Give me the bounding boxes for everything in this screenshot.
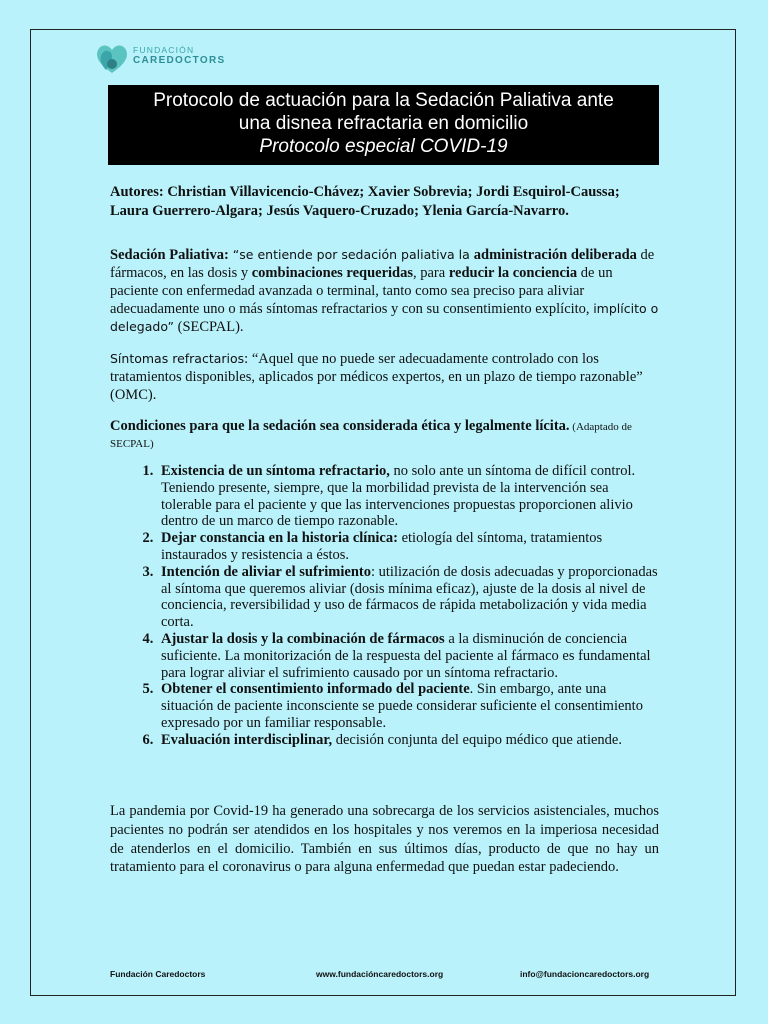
sedacion-text-1: “se entiende por sedación paliativa la xyxy=(228,247,474,262)
footer-email-link[interactable]: info@fundacioncaredoctors.org xyxy=(520,969,650,979)
list-item-text: a la disminución de conciencia suficiente. La monitorización de la respuesta del paciente al fármaco es fundamental para lograr aliviar el sufrimiento causado por un síntoma refractario. xyxy=(161,630,651,681)
heart-logo-icon xyxy=(95,42,129,76)
list-item-text: decisión conjunta del equipo médico que atiende. xyxy=(332,731,622,748)
title-subtitle: Protocolo especial COVID-19 xyxy=(259,136,508,157)
title-line-2: una disnea refractaria en domicilio xyxy=(238,113,529,134)
title-line-1: Protocolo de actuación para la Sedación Paliativa ante xyxy=(153,90,614,111)
sedacion-text-3: , para xyxy=(413,265,449,281)
sedacion-text-4: de un paciente con enfermedad avanzada o terminal, tanto como sea preciso para aliviar adecuadamente uno o más síntomas refractarios y con su consentimiento explícito, xyxy=(110,265,613,317)
list-item xyxy=(157,681,662,731)
list-item-text: : utilización de dosis adecuadas y proporcionadas al síntoma que queremos aliviar (dosis mínima eficaz), ajuste de la dosis al nivel de conciencia, reversibilidad y uso de fármacos de rápida metabolización y vida media corta. xyxy=(161,563,658,631)
list-item-bold: Obtener el consentimiento informado del paciente xyxy=(161,681,470,698)
list-item-text: etiología del síntoma, tratamientos instaurados y resistencia a éstos. xyxy=(161,530,603,563)
condiciones-list xyxy=(110,463,662,749)
condiciones-small: (Adaptado de SECPAL) xyxy=(110,421,632,450)
list-item xyxy=(157,732,662,749)
list-item xyxy=(157,463,662,530)
sedacion-bold-2: combinaciones requeridas xyxy=(251,265,413,281)
sedacion-text-6: (SECPAL). xyxy=(174,319,244,335)
title-box xyxy=(108,85,659,165)
footer-left: Fundación Caredoctors xyxy=(110,969,206,979)
list-item xyxy=(157,631,662,681)
list-item xyxy=(157,564,662,631)
footer-website-link[interactable]: www.fundacióncaredoctors.org xyxy=(316,969,444,979)
condiciones-heading xyxy=(110,418,662,452)
sedacion-label: Sedación Paliativa: xyxy=(110,247,229,263)
condiciones-bold: Condiciones para que la sedación sea considerada ética y legalmente lícita. xyxy=(110,418,570,434)
list-item-bold: Evaluación interdisciplinar, xyxy=(161,731,333,748)
logo-text-fundacion: FUNDACIÓN xyxy=(133,45,195,55)
list-item-bold: Intención de aliviar el sufrimiento xyxy=(161,563,371,580)
logo xyxy=(95,42,235,78)
authors: Autores: Christian Villavicencio-Chávez; Xavier Sobrevia; Jordi Esquirol-Caussa; Laura Guerrero-Algara; Jesús Vaquero-Cruzado; Ylenia García-Navarro. xyxy=(110,184,620,219)
sedacion-text-2: de fármacos, en las dosis y xyxy=(110,247,655,281)
list-item-bold: Existencia de un síntoma refractario, xyxy=(161,463,390,479)
covid-paragraph: La pandemia por Covid-19 ha generado una sobrecarga de los servicios asistenciales, muchos pacientes no podrán ser atendidos en los hospitales y nos veremos en la imperiosa necesidad de atenderlos en el domicilio. También en sus últimos días, producto de que no hay un tratamiento para el coronavirus o para alguna enfermedad que puedan estar padeciendo. xyxy=(110,803,659,876)
list-item xyxy=(157,530,662,564)
sintomas-text: : “Aquel que no puede ser adecuadamente controlado con los tratamientos disponibles, aplicados por médicos expertos, en un plazo de tiempo razonable” (OMC). xyxy=(110,351,643,403)
sedacion-paragraph xyxy=(110,246,662,336)
sedacion-bold-3: reducir la conciencia xyxy=(448,265,578,281)
list-item-bold: Ajustar la dosis y la combinación de fármacos xyxy=(161,630,445,647)
sintomas-paragraph xyxy=(110,350,662,404)
sintomas-label: Síntomas refractarios xyxy=(110,351,245,366)
sedacion-text-5: implícito o delegado” xyxy=(110,301,659,334)
logo-text-caredoctors: CAREDOCTORS xyxy=(133,55,226,66)
list-item-bold: Dejar constancia en la historia clínica: xyxy=(161,530,398,547)
list-item-text: no solo ante un síntoma de difícil control. Teniendo presente, siempre, que la morbilidad prevista de la intervención sea tolerable para el paciente y que las intervenciones propuestas proporcionen alivio dentro de un marco de tiempo razonable. xyxy=(161,463,636,530)
sedacion-bold-1: administración deliberada xyxy=(473,247,637,263)
list-item-text: . Sin embargo, ante una situación de paciente inconsciente se puede considerar suficiente el consentimiento expresado por un familiar responsable. xyxy=(161,681,643,731)
